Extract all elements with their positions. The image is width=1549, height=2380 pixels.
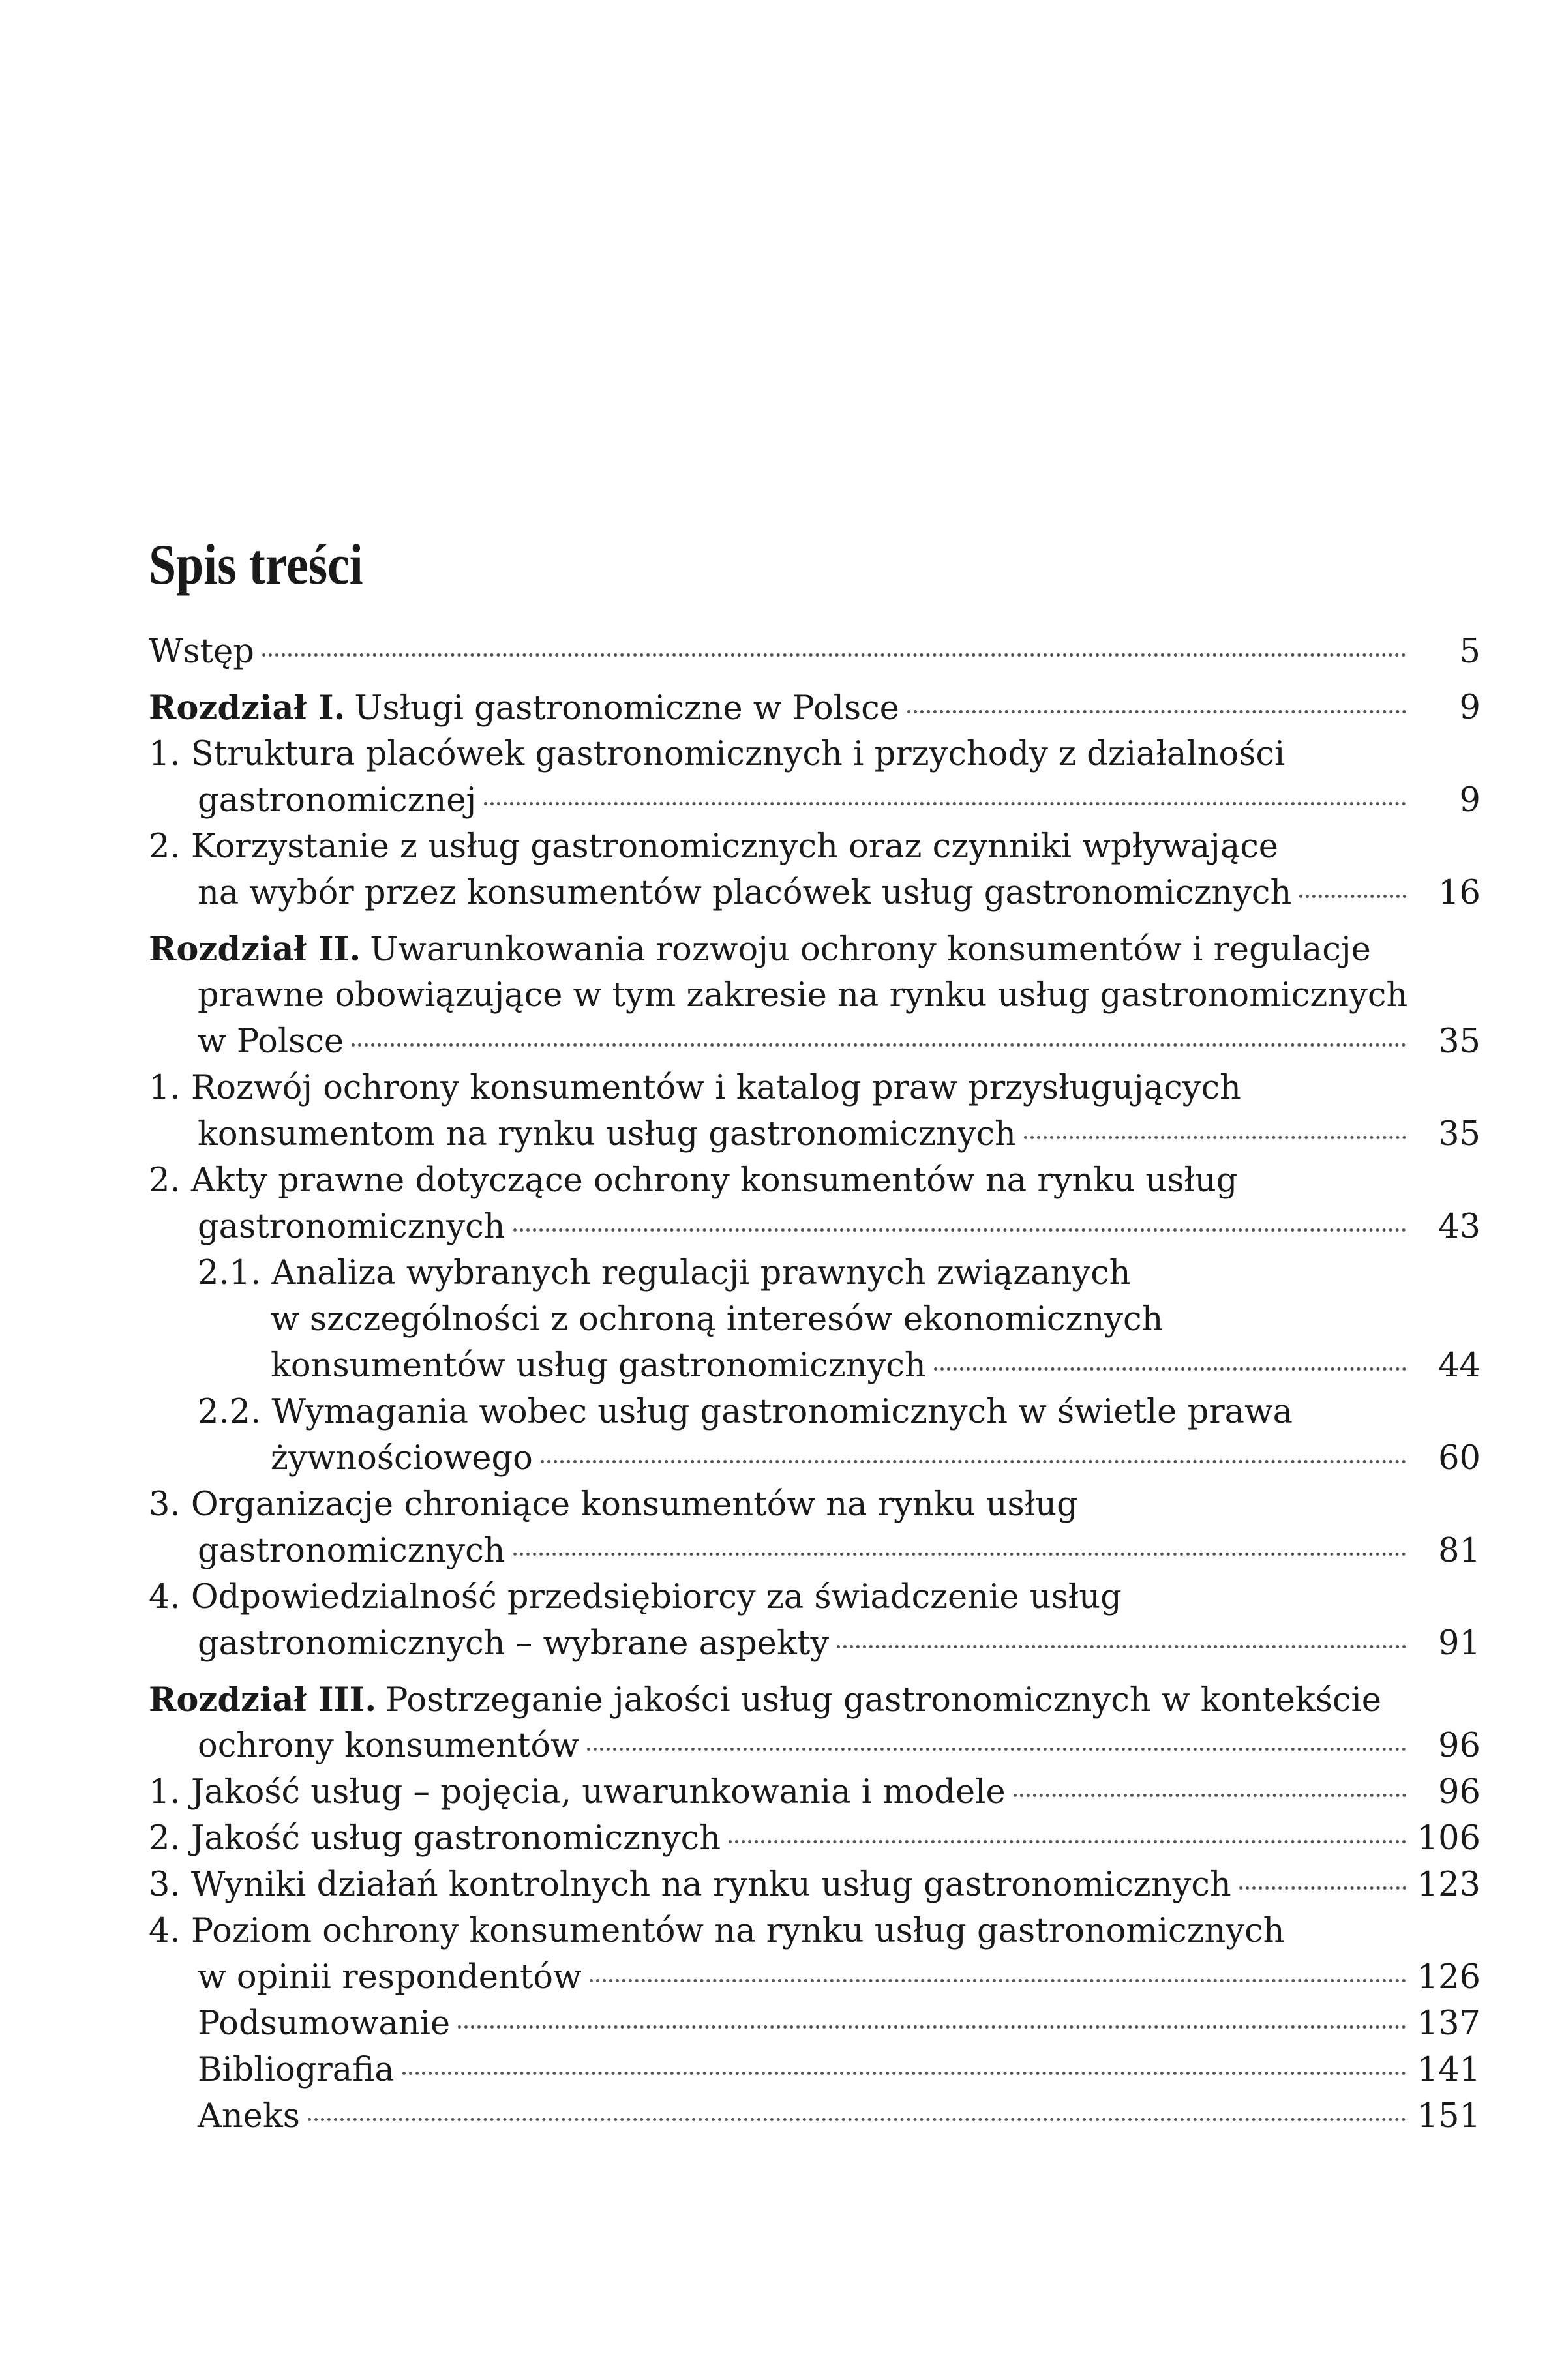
dot-leader: [1024, 1136, 1406, 1139]
toc-entry-text: Aneks: [198, 2097, 300, 2135]
toc-page-number: 96: [1438, 1773, 1481, 1811]
toc-page-number: 106: [1417, 1819, 1481, 1858]
toc-entry-r3-3[interactable]: [149, 1862, 1415, 1909]
toc-entry-text: konsumentom na rynku usług gastronomicznych: [198, 1115, 1016, 1153]
toc-entry-text: 4. Odpowiedzialność przedsiębiorcy za świadczenie usług: [149, 1578, 1122, 1616]
toc-entry-text: prawne obowiązujące w tym zakresie na rynku usług gastronomicznych: [198, 976, 1408, 1015]
toc-entry-r2-2[interactable]: [198, 1204, 1415, 1251]
dot-leader: [352, 1043, 1406, 1047]
toc-entry-text: Podsumowanie: [198, 2004, 451, 2043]
toc-page-number: 9: [1459, 781, 1481, 820]
toc-entry-text: ochrony konsumentów: [198, 1727, 579, 1765]
toc-entry-text: w Polsce: [198, 1022, 344, 1061]
toc-entry-text: w szczególności z ochroną interesów ekonomicznych: [271, 1300, 1164, 1339]
toc-page-number: 137: [1417, 2004, 1481, 2043]
toc-entry-text: gastronomicznych: [198, 1208, 505, 1246]
toc-entry-r3-4[interactable]: [198, 1954, 1415, 2001]
toc-page-number: 126: [1417, 1958, 1481, 1997]
toc-entry-text: Bibliografia: [198, 2051, 395, 2089]
toc-entry-r1-2[interactable]: [198, 870, 1415, 917]
dot-leader: [484, 802, 1406, 805]
chapter-label: Rozdział III.: [149, 1680, 377, 1719]
toc-page-number: 35: [1438, 1022, 1481, 1061]
dot-leader: [262, 653, 1406, 657]
toc-entry-text: 4. Poziom ochrony konsumentów na rynku usług gastronomicznych: [149, 1912, 1285, 1950]
dot-leader: [590, 1979, 1406, 1982]
toc-entry-text: żywnościowego: [271, 1439, 533, 1478]
toc-page-number: 91: [1438, 1624, 1481, 1663]
toc-chapter-3[interactable]: [198, 1723, 1415, 1770]
toc-entry-r2-3[interactable]: [198, 1528, 1415, 1575]
dot-leader: [1014, 1794, 1406, 1797]
toc-page-number: 60: [1438, 1439, 1481, 1478]
toc-entry-text: 3. Wyniki działań kontrolnych na rynku usług gastronomicznych: [149, 1866, 1231, 1904]
toc-entry-text: 2. Jakość usług gastronomicznych: [149, 1819, 721, 1858]
toc-chapter-2[interactable]: [198, 1019, 1415, 1065]
chapter-label: Rozdział II.: [149, 930, 361, 969]
dot-leader: [513, 1553, 1406, 1556]
dot-leader: [513, 1228, 1406, 1232]
dot-leader: [907, 710, 1406, 713]
toc-entry-aneks[interactable]: [198, 2093, 1415, 2140]
dot-leader: [729, 1840, 1406, 1843]
toc-entry-text: 2.1. Analiza wybranych regulacji prawnych związanych: [198, 1254, 1131, 1292]
toc-entry-text: Wstęp: [149, 632, 254, 671]
toc-entry-text: 3. Organizacje chroniące konsumentów na rynku usług: [149, 1485, 1078, 1524]
chapter-title: Usługi gastronomiczne w Polsce: [354, 689, 899, 728]
toc-page-number: 151: [1417, 2097, 1481, 2135]
dot-leader: [1239, 1886, 1406, 1890]
toc-entry-r2-4[interactable]: [198, 1620, 1415, 1667]
toc-chapter-3-heading: [149, 1676, 1381, 1723]
chapter-title: Uwarunkowania rozwoju ochrony konsumentów i regulacje: [370, 930, 1371, 969]
toc-chapter-1[interactable]: [149, 685, 1415, 732]
dot-leader: [402, 2072, 1406, 2075]
toc-page-number: 96: [1438, 1727, 1481, 1765]
toc-entry-text: 2. Akty prawne dotyczące ochrony konsumentów na rynku usług: [149, 1161, 1238, 1200]
toc-entry-r1-1[interactable]: [198, 777, 1415, 824]
dot-leader: [587, 1748, 1406, 1751]
toc-entry-podsumowanie[interactable]: [198, 2001, 1415, 2047]
chapter-title: Postrzeganie jakości usług gastronomicznych w kontekście: [385, 1681, 1381, 1719]
page-title: Spis treści: [149, 533, 363, 597]
toc-entry-r2-1[interactable]: [198, 1111, 1415, 1158]
dot-leader: [458, 2025, 1406, 2029]
toc-entry-text: w opinii respondentów: [198, 1958, 582, 1997]
toc-page-number: 9: [1459, 689, 1481, 727]
toc-entry-text: na wybór przez konsumentów placówek usług gastronomicznych: [198, 874, 1292, 912]
toc-page-number: 141: [1417, 2051, 1481, 2089]
toc-page-number: 44: [1438, 1346, 1481, 1385]
toc-entry-text: 1. Rozwój ochrony konsumentów i katalog praw przysługujących: [149, 1069, 1241, 1107]
toc-entry-text: gastronomicznych – wybrane aspekty: [198, 1624, 830, 1663]
toc-entry-r2-2-1[interactable]: [271, 1343, 1415, 1390]
toc-entry-text: gastronomicznej: [198, 781, 477, 820]
toc-page-number: 123: [1417, 1866, 1481, 1904]
toc-entry-text: 2.2. Wymagania wobec usług gastronomicznych w świetle prawa: [198, 1393, 1293, 1431]
toc-entry-text: 2. Korzystanie z usług gastronomicznych oraz czynniki wpływające: [149, 827, 1278, 866]
toc-entry-text: konsumentów usług gastronomicznych: [271, 1346, 926, 1385]
toc-entry-text: 1. Struktura placówek gastronomicznych i przychody z działalności: [149, 735, 1286, 773]
toc-entry-text: 1. Jakość usług – pojęcia, uwarunkowania i modele: [149, 1773, 1006, 1811]
toc-entry-text: gastronomicznych: [198, 1532, 505, 1570]
toc-entry-wstep[interactable]: [149, 629, 1415, 676]
toc-page-number: 16: [1438, 874, 1481, 912]
toc-chapter-2-heading: [149, 926, 1371, 973]
dot-leader: [308, 2118, 1406, 2121]
toc-entry-r3-1[interactable]: [149, 1769, 1415, 1816]
toc-page-number: 35: [1438, 1115, 1481, 1153]
chapter-label: Rozdział I.: [149, 689, 346, 728]
toc-page-number: 43: [1438, 1208, 1481, 1246]
dot-leader: [837, 1645, 1406, 1648]
toc-entry-r3-2[interactable]: [149, 1815, 1415, 1862]
dot-leader: [934, 1367, 1406, 1371]
toc-page-number: 81: [1438, 1532, 1481, 1570]
toc-entry-bibliografia[interactable]: [198, 2047, 1415, 2094]
toc-entry-r2-2-2[interactable]: [271, 1435, 1415, 1482]
dot-leader: [541, 1460, 1406, 1463]
toc-page-number: 5: [1459, 632, 1481, 671]
